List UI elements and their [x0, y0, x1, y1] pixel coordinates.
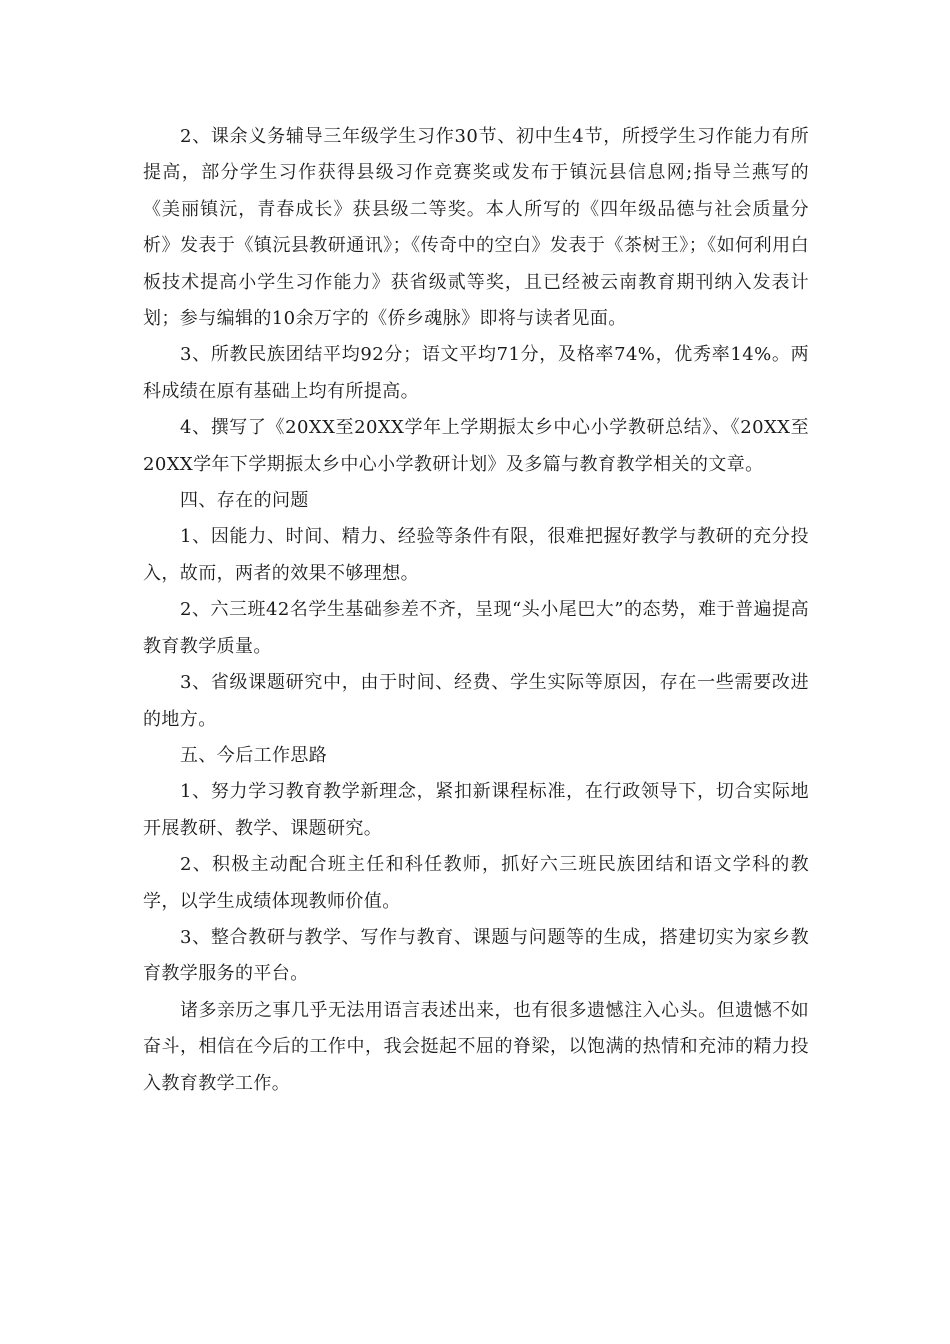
paragraph-problem-3: 3、省级课题研究中，由于时间、经费、学生实际等原因，存在一些需要改进的地方。 — [143, 672, 809, 730]
paragraph-plan-3: 3、整合教研与教学、写作与教育、课题与问题等的生成，搭建切实为家乡教育教学服务的平台。 — [143, 926, 809, 985]
paragraph-achievement-scores: 3、所教民族团结平均92分；语文平均71分，及格率74%，优秀率14%。两科成绩在原有基础上均有所提高。 — [143, 344, 809, 402]
paragraph-plan-1: 1、努力学习教育教学新理念，紧扣新课程标准，在行政领导下，切合实际地开展教研、教学、课题研究。 — [143, 781, 809, 839]
paragraph-plan-2: 2、积极主动配合班主任和科任教师，抓好六三班民族团结和语文学科的教学，以学生成绩体现教师价值。 — [143, 854, 809, 912]
paragraph-achievement-writing: 2、课余义务辅导三年级学生习作30节、初中生4节，所授学生习作能力有所提高，部分学生习作获得县级习作竞赛奖或发布于镇沅县信息网;指导兰燕写的《美丽镇沅，青春成长》获县级二等奖。本人所写的《四年级品德与社会质量分析》发表于《镇沅县教研通讯》；《传奇中的空白》发表于《茶树王》；《如何利用白板技术提高小学生习作能力》获省级贰等奖，且已经被云南教育期刊纳入发表计划；参与编辑的10余万字的《侨乡魂脉》即将与读者见面。 — [143, 126, 809, 330]
document-body — [143, 119, 809, 1102]
paragraph-achievement-articles: 4、撰写了《20XX至20XX学年上学期振太乡中心小学教研总结》、《20XX至20XX学年下学期振太乡中心小学教研计划》及多篇与教育教学相关的文章。 — [143, 417, 809, 475]
section-heading-future-plans: 五、今后工作思路 — [180, 744, 328, 766]
paragraph-problem-2: 2、六三班42名学生基础参差不齐，呈现“头小尾巴大”的态势，难于普遍提高教育教学质量。 — [143, 599, 809, 657]
section-heading-problems: 四、存在的问题 — [180, 490, 309, 512]
paragraph-conclusion: 诸多亲历之事几乎无法用语言表述出来，也有很多遗憾注入心头。但遗憾不如奋斗，相信在今后的工作中，我会挺起不屈的脊梁，以饱满的热情和充沛的精力投入教育教学工作。 — [143, 999, 809, 1094]
paragraph-problem-1: 1、因能力、时间、精力、经验等条件有限，很难把握好教学与教研的充分投入，故而，两者的效果不够理想。 — [143, 526, 809, 584]
